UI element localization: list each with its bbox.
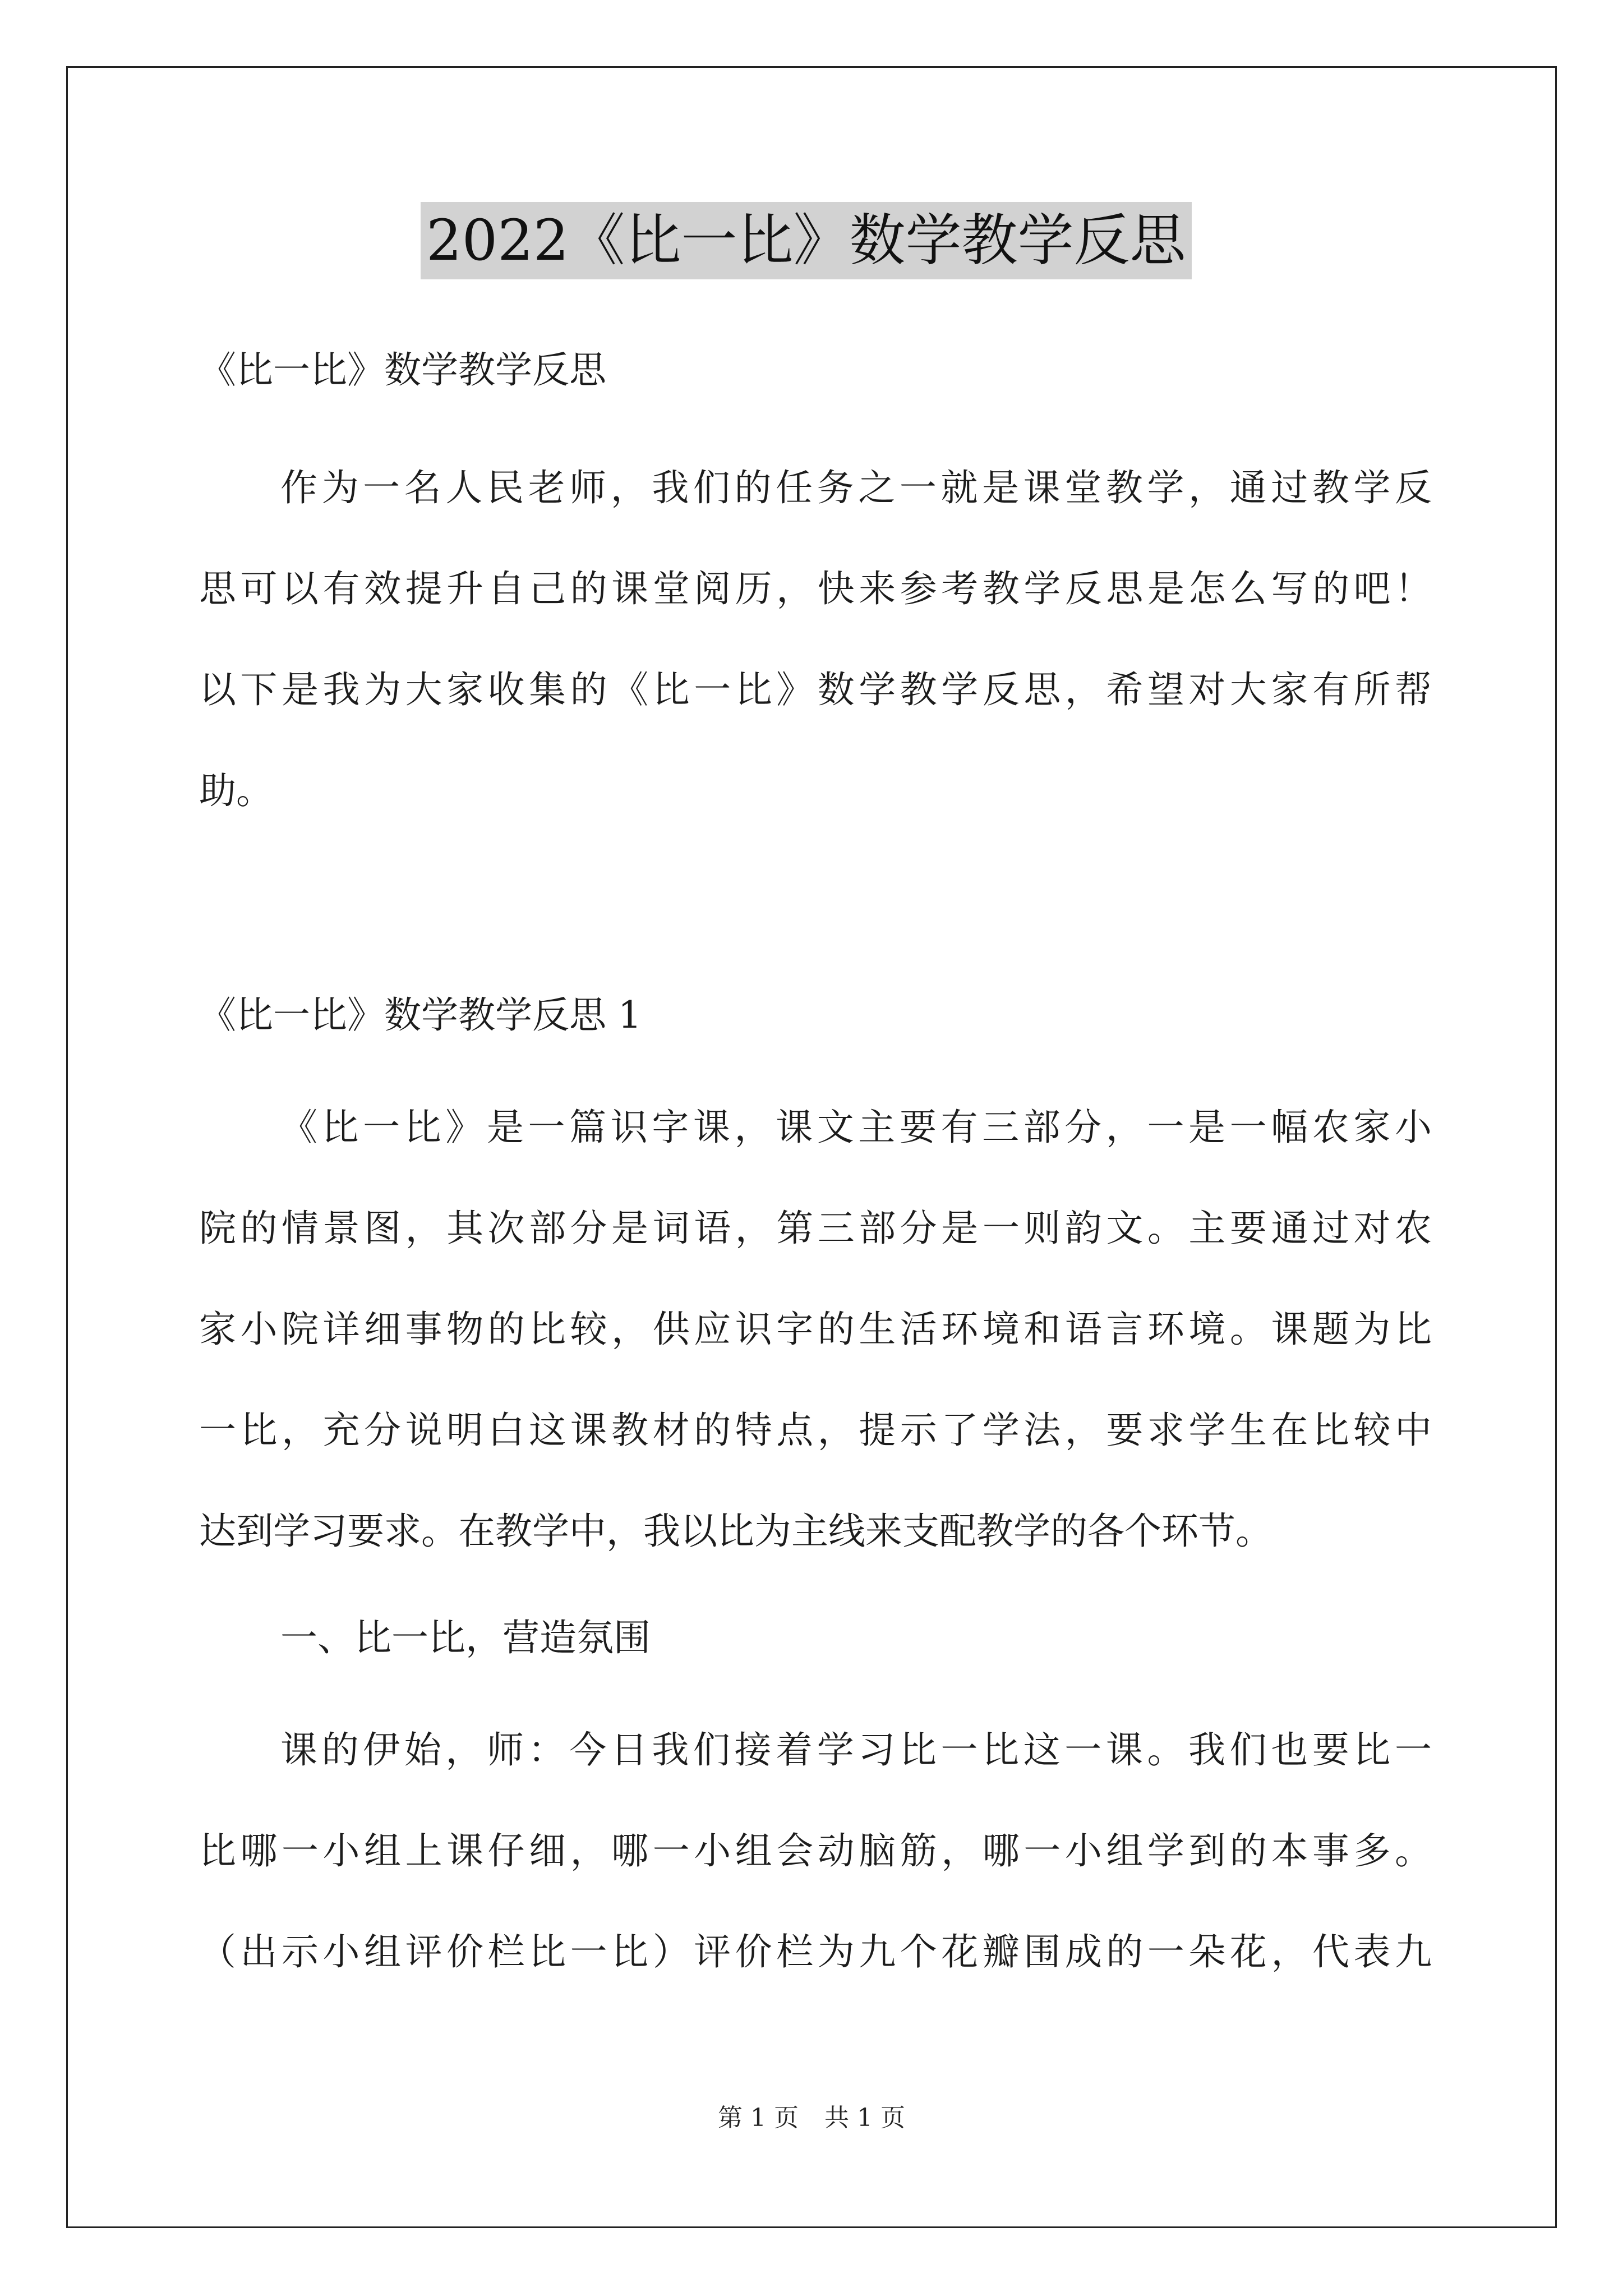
paragraph-line: 院的情景图，其次部分是词语，第三部分是一则韵文。主要通过对农 bbox=[199, 1207, 1432, 1250]
paragraph-line: 达到学习要求。在教学中，我以比为主线来支配教学的各个环节。 bbox=[199, 1510, 1272, 1553]
intro-line: 作为一名人民老师，我们的任务之一就是课堂教学，通过教学反 bbox=[280, 466, 1432, 509]
intro-line: 以下是我为大家收集的《比一比》数学教学反思，希望对大家有所帮 bbox=[199, 668, 1432, 711]
page-total: 共 1 页 bbox=[824, 2104, 905, 2132]
intro-line: 思可以有效提升自己的课堂阅历，快来参考教学反思是怎么写的吧！ bbox=[199, 567, 1432, 610]
document-subtitle: 《比一比》数学教学反思 bbox=[199, 348, 606, 392]
paragraph-line: 比哪一小组上课仔细，哪一小组会动脑筋，哪一小组学到的本事多。 bbox=[199, 1829, 1432, 1872]
page-footer bbox=[0, 2102, 1623, 2134]
page-number: 第 1 页 bbox=[718, 2104, 799, 2132]
document-title: 2022《比一比》数学教学反思 bbox=[421, 202, 1192, 279]
paragraph-line: 家小院详细事物的比较，供应识字的生活环境和语言环境。课题为比 bbox=[199, 1308, 1432, 1351]
subheading: 一、比一比，营造氛围 bbox=[280, 1616, 651, 1659]
section-heading: 《比一比》数学教学反思 1 bbox=[199, 993, 642, 1037]
paragraph-line: 一比，充分说明白这课教材的特点，提示了学法，要求学生在比较中 bbox=[199, 1409, 1432, 1452]
intro-line: 助。 bbox=[199, 769, 273, 812]
paragraph-line: 课的伊始，师：今日我们接着学习比一比这一课。我们也要比一 bbox=[280, 1728, 1432, 1772]
paragraph-line: （出示小组评价栏比一比）评价栏为九个花瓣围成的一朵花，代表九 bbox=[199, 1930, 1432, 1973]
paragraph-line: 《比一比》是一篇识字课，课文主要有三部分，一是一幅农家小 bbox=[280, 1106, 1432, 1149]
